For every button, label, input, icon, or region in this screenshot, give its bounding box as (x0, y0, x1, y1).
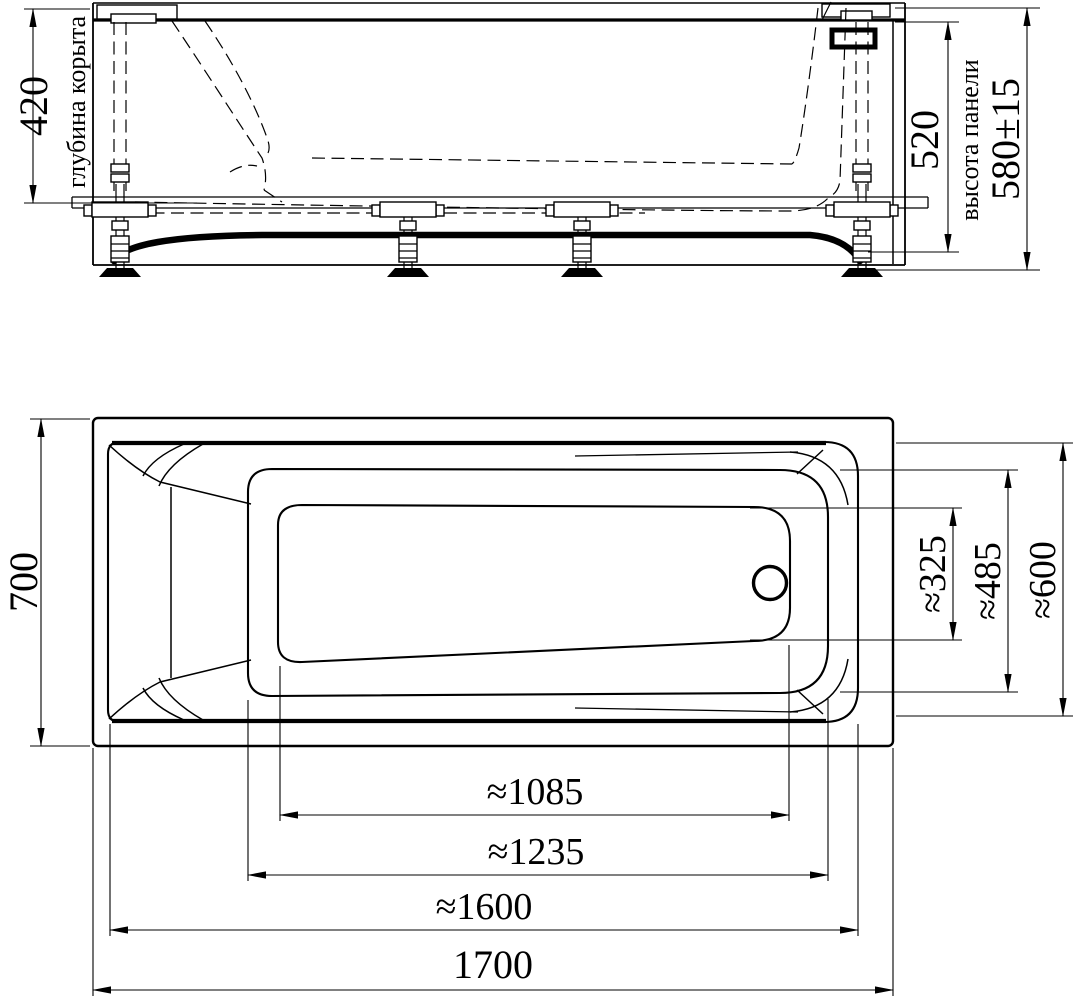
basin-opening-edge (248, 469, 828, 696)
dim-basin-width-value: ≈485 (967, 542, 1009, 620)
leg-foot (841, 268, 883, 277)
dim-rim-length-value: ≈1600 (435, 886, 533, 928)
apron-bottom-curve (114, 235, 860, 261)
basin-bottom-edge (278, 505, 790, 662)
tub-hidden-contour (132, 8, 846, 213)
drain-hole (754, 567, 787, 600)
dim-basin-depth-value: 420 (11, 76, 56, 136)
adjustable-leg-3 (561, 217, 603, 277)
leg-foot (387, 268, 429, 277)
dim-support-height-value: 520 (902, 110, 947, 170)
dim-overall-length-value: 1700 (453, 942, 533, 987)
dim-bottom-length (280, 645, 789, 821)
adjustable-leg-2 (387, 217, 429, 277)
rail-bracket-3 (546, 202, 618, 217)
rail-bracket-1 (84, 202, 156, 217)
dim-basin-depth (11, 9, 197, 203)
leg-rod-left (111, 22, 129, 202)
dim-overall-width (1, 419, 90, 746)
dim-rim-width-value: ≈600 (1022, 541, 1064, 619)
rail-bracket-2 (372, 202, 444, 217)
front-view (72, 2, 928, 277)
dim-panel-height-label: высота панели (955, 59, 984, 221)
dim-basin-length-value: ≈1235 (487, 831, 585, 873)
dim-bottom-width-value: ≈325 (912, 535, 954, 613)
dim-basin-depth-label: глубина корыта (62, 15, 91, 189)
leg-foot (561, 268, 603, 277)
dim-rim-length (110, 724, 858, 936)
head-slope-lines (109, 444, 251, 720)
rim-inner-edge (108, 442, 858, 722)
plan-view (93, 418, 893, 746)
dim-bottom-length-value: ≈1085 (486, 771, 584, 813)
dim-overall-width-value: 700 (1, 552, 46, 612)
rim-clip-right (822, 2, 890, 20)
rail-bracket-4 (826, 202, 898, 217)
leg-foot (99, 268, 141, 277)
support-rail (72, 197, 928, 208)
dim-panel-height-value: 580±15 (983, 78, 1028, 200)
